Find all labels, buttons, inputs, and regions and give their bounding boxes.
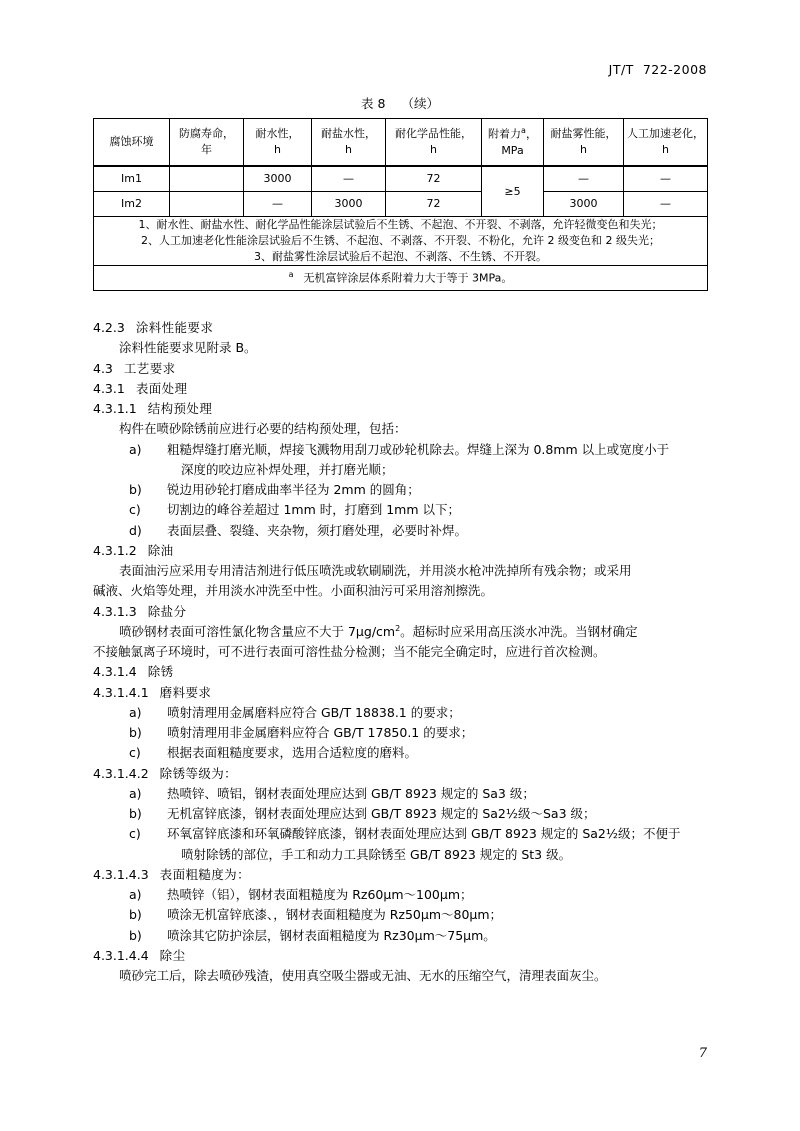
paragraph-line: 表面油污应采用专用清洁剂进行低压喷洗或软刷刷洗，并用淡水枪冲洗掉所有残余物；或采用: [119, 563, 632, 578]
clause-number: 4.3.1.4.4: [93, 947, 149, 963]
clause-number: 4.2.3: [93, 320, 125, 335]
clause-title: 除尘: [159, 947, 186, 963]
clause-number: 4.3: [93, 360, 113, 376]
table-notes-cell: [94, 217, 708, 266]
list-item-text: 切割边的峰谷差超过 1mm 时，打磨到 1mm 以下；: [167, 502, 461, 518]
col-header-unit: h: [274, 143, 281, 156]
list-item: [93, 521, 713, 541]
clause-heading-4-3-1-4-2: [93, 764, 713, 784]
clause-title: 除油: [147, 542, 174, 558]
list-item: [93, 703, 713, 723]
list-item-label: a): [129, 441, 142, 457]
col-header-unit: h: [345, 143, 352, 156]
clause-number: 4.3.1.4.2: [93, 765, 149, 781]
list-item-text: 热喷锌、喷铝，钢材表面处理应达到 GB/T 8923 规定的 Sa3 级；: [167, 785, 535, 801]
col-header-text: 附着力: [488, 127, 522, 141]
cell-artificial-aging: —: [624, 166, 708, 192]
col-header-unit: h: [580, 143, 587, 156]
running-header: [609, 62, 707, 77]
list-item-text: 根据表面粗糙度要求，选用合适粒度的磨料。: [167, 745, 418, 761]
list-item-label: c): [129, 502, 141, 518]
col-header-unit: h: [662, 143, 669, 156]
table-note: 3、耐盐雾性涂层试验后不起泡、不剥落、不生锈、不开裂。: [254, 249, 547, 263]
clause-heading-4-3-1-4-3: [93, 865, 713, 885]
cell-chemical-resistance: 72: [386, 166, 482, 192]
table-row: [94, 166, 708, 192]
list-item: [93, 723, 713, 743]
col-header-chemical-resistance: [386, 119, 482, 167]
clause-heading-4-3-1-4-1: [93, 683, 713, 703]
clause-title: 表面粗糙度为：: [159, 866, 250, 882]
col-header-salt-spray: [544, 119, 624, 167]
list-item: [93, 784, 713, 804]
cell-adhesion: ≥5: [482, 166, 544, 217]
list-item-label: a): [129, 887, 142, 902]
list-item-label: b): [129, 907, 142, 923]
cell-salt-water-resistance: —: [312, 166, 386, 192]
table-header-row: [94, 119, 708, 167]
table-footnote-row: [94, 265, 708, 290]
clause-number: 4.3.1.4.1: [93, 684, 149, 700]
list-item-text: 无机富锌底漆，钢材表面处理应达到 GB/T 8923 规定的 Sa2½级～Sa3 级；: [167, 806, 596, 821]
list-item-label: c): [129, 745, 141, 761]
paragraph-4-3-1-1: 构件在喷砂除锈前应进行必要的结构预处理，包括：: [119, 421, 407, 437]
col-header-artificial-aging: [624, 119, 708, 167]
list-item-continuation: 喷射除锈的部位，手工和动力工具除锈至 GB/T 8923 规定的 St3 级。: [181, 846, 572, 862]
list-item-label: c): [129, 826, 141, 842]
list-item-text: 环氧富锌底漆和环氧磷酸锌底漆，钢材表面处理应达到 GB/T 8923 规定的 Sa2½级；不便于: [167, 826, 681, 842]
clause-number: 4.3.1.2: [93, 542, 137, 558]
col-header-text: 腐蚀环境: [109, 135, 154, 149]
col-header-text: 人工加速老化，: [627, 127, 704, 141]
list-item-text: 粗糙焊缝打磨光顺，焊接飞溅物用刮刀或砂轮机除去。焊缝上深为 0.8mm 以上或宽度小于: [167, 441, 670, 457]
list-item-label: a): [129, 785, 142, 801]
clause-title: 磨料要求: [159, 684, 212, 700]
list-item-label: d): [129, 522, 142, 538]
clause-heading-4-3: [93, 359, 713, 379]
clause-number: 4.3.1.1: [93, 401, 137, 416]
list-item-text: 热喷锌（铝），钢材表面粗糙度为 Rz60μm～100μm；: [167, 887, 473, 902]
table-note: 2、人工加速老化性能涂层试验后不生锈、不起泡、不剥落、不开裂、不粉化，允许 2 级变色和 2 级失光；: [141, 233, 660, 247]
list-item: [93, 885, 713, 905]
list-item: [93, 905, 713, 925]
list-item-continuation: 深度的咬边应补焊处理，并打磨光顺；: [181, 461, 394, 477]
cell-salt-spray: —: [544, 166, 624, 192]
list-item-label: b): [129, 927, 142, 943]
col-header-text: 防腐寿命，: [179, 127, 234, 141]
clause-heading-4-2-3: [93, 318, 713, 338]
paragraph-line: [119, 624, 638, 639]
paragraph-text: 喷砂钢材表面可溶性氯化物含量应不大于 7μg/cm: [119, 623, 396, 639]
clause-heading-4-3-1: [93, 379, 713, 399]
list-item: [93, 480, 713, 500]
col-header-unit: h: [430, 143, 437, 156]
list-item-text: 锐边用砂轮打磨成曲率半径为 2mm 的圆角；: [167, 482, 420, 497]
paragraph-text: 。超标时应采用高压淡水冲洗。当钢材确定: [400, 623, 638, 639]
clause-heading-4-3-1-4: [93, 662, 713, 682]
table-caption: [0, 94, 800, 112]
cell-chemical-resistance: 72: [386, 192, 482, 217]
table-footnote-cell: [94, 265, 708, 290]
list-item-label: b): [129, 806, 142, 821]
list-item-label: b): [129, 482, 142, 497]
paragraph-4-3-1-2: [93, 561, 713, 602]
table-caption-label: 表 8: [361, 96, 386, 111]
table-note: 1、耐水性、耐盐水性、耐化学品性能涂层试验后不生锈、不起泡、不开裂、不剥落，允许轻微变色和失光；: [138, 218, 663, 231]
col-header-text: 耐水性，: [255, 127, 300, 141]
col-header-text-tail: ，: [525, 127, 537, 141]
clause-title: 除锈: [147, 664, 174, 680]
footnote-ref-icon: a: [521, 126, 526, 136]
table-row: [94, 192, 708, 217]
col-header-text: 耐盐水性，: [321, 127, 376, 141]
col-header-text: 耐化学品性能，: [395, 127, 472, 141]
list-item-text: 表面层叠、裂缝、夹杂物，须打磨处理，必要时补焊。: [167, 522, 468, 538]
clause-number: 4.3.1.3: [93, 603, 137, 619]
col-header-life: [170, 119, 244, 167]
paragraph-4-3-1-4-4: 喷砂完工后，除去喷砂残渣，使用真空吸尘器或无油、无水的压缩空气，清理表面灰尘。: [119, 968, 607, 983]
cell-life: [170, 166, 244, 192]
clause-title: 工艺要求: [123, 360, 176, 376]
list-item-text: 喷射清理用非金属磨料应符合 GB/T 17850.1 的要求；: [167, 725, 474, 740]
list-item-text: 喷涂无机富锌底漆、，钢材表面粗糙度为 Rz50μm～80μm；: [167, 907, 503, 923]
cell-artificial-aging: —: [624, 192, 708, 217]
footnote-marker: a: [288, 270, 294, 280]
cell-environment: Im2: [94, 192, 170, 217]
col-header-salt-water-resistance: [312, 119, 386, 167]
clause-title: 结构预处理: [147, 401, 213, 416]
paragraph-4-3-1-3: [93, 622, 713, 663]
clause-title: 除锈等级为：: [159, 765, 238, 781]
cell-environment: Im1: [94, 166, 170, 192]
paragraph-line: 不接触氯离子环境时，可不进行表面可溶性盐分检测；当不能完全确定时，应进行首次检测。: [93, 644, 606, 659]
superscript-two: 2: [395, 623, 401, 633]
standard-number: 722-2008: [642, 62, 707, 77]
list-item: [93, 824, 713, 865]
col-header-environment: [94, 119, 170, 167]
cell-salt-water-resistance: 3000: [312, 192, 386, 217]
list-item-label: a): [129, 704, 142, 720]
paragraph-4-2-3: 涂料性能要求见附录 B。: [119, 340, 257, 356]
table-notes-row: [94, 217, 708, 266]
table-caption-note: （续）: [401, 96, 439, 111]
spec-table-wrapper: [93, 118, 707, 291]
clause-heading-4-3-1-1: [93, 399, 713, 419]
cell-water-resistance: 3000: [244, 166, 312, 192]
clause-title: 表面处理: [135, 380, 188, 396]
spec-table: [93, 118, 708, 291]
list-item-text: 喷射清理用金属磨料应符合 GB/T 18838.1 的要求；: [167, 704, 461, 720]
clause-number: 4.3.1.4: [93, 664, 137, 680]
col-header-unit: MPa: [501, 143, 524, 157]
list-item: [93, 743, 713, 763]
col-header-water-resistance: [244, 119, 312, 167]
paragraph-line: 碱液、火焰等处理，并用淡水冲洗至中性。小面积油污可采用溶剂擦洗。: [93, 583, 494, 599]
clause-title: 涂料性能要求: [135, 320, 214, 335]
cell-salt-spray: 3000: [544, 192, 624, 217]
list-item: [93, 926, 713, 946]
clause-number: 4.3.1.4.3: [93, 866, 149, 882]
clause-heading-4-3-1-4-4: [93, 946, 713, 966]
clause-title: 除盐分: [147, 603, 187, 619]
col-header-adhesion: [482, 119, 544, 167]
list-item-text: 喷涂其它防护涂层，钢材表面粗糙度为 Rz30μm～75μm。: [167, 927, 496, 943]
footnote-text: 无机富锌涂层体系附着力大于等于 3MPa。: [303, 271, 513, 285]
clause-number: 4.3.1: [93, 380, 125, 396]
list-item: [93, 804, 713, 824]
page-number: 7: [698, 1046, 707, 1061]
cell-life: [170, 192, 244, 217]
clause-heading-4-3-1-2: [93, 541, 713, 561]
col-header-unit: 年: [201, 143, 212, 156]
list-item: [93, 440, 713, 481]
cell-water-resistance: —: [244, 192, 312, 217]
document-body: [93, 318, 713, 986]
col-header-text: 耐盐雾性能，: [550, 127, 617, 141]
list-item: [93, 500, 713, 520]
clause-heading-4-3-1-3: [93, 602, 713, 622]
standard-prefix: JT/T: [608, 62, 634, 77]
list-item-label: b): [129, 725, 142, 740]
